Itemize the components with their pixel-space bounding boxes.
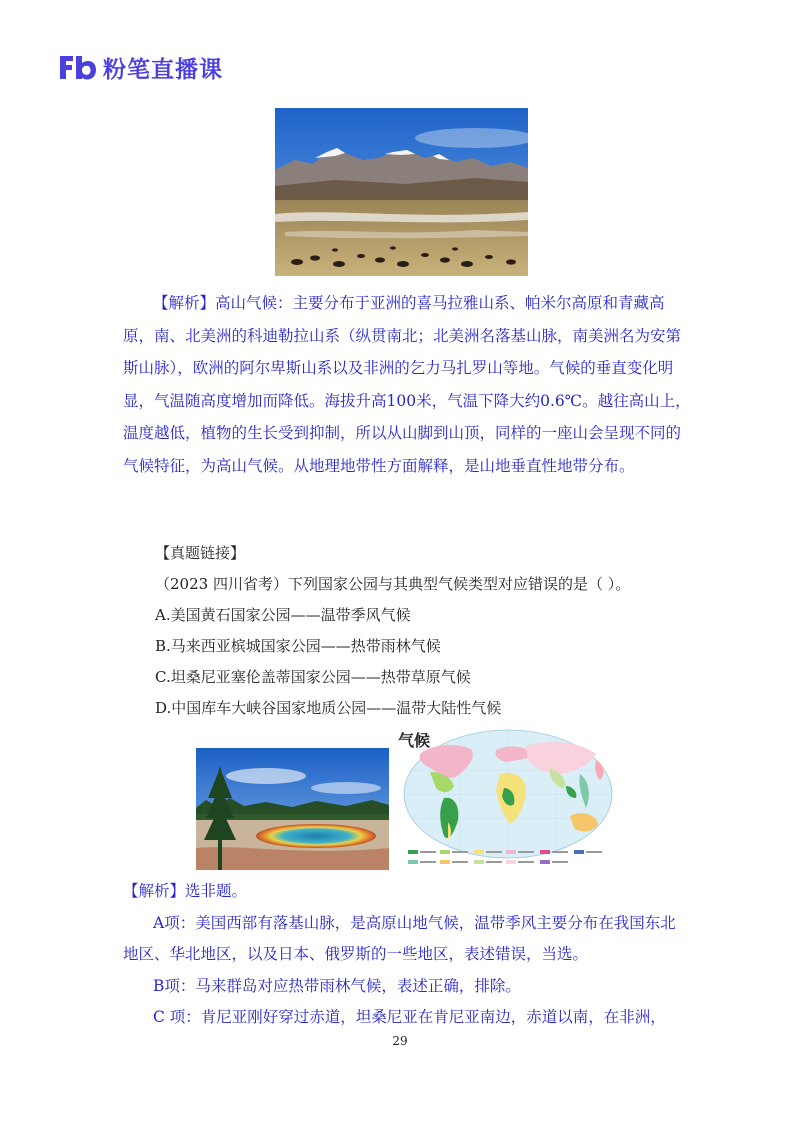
answer-item-b: B项：马来群岛对应热带雨林气候，表述正确，排除。 [153,976,521,995]
fb-logo-icon [57,52,97,82]
option-b: B.马来西亚槟城国家公园——热带雨林气候 [155,637,441,655]
analysis-highland-climate [123,287,691,482]
brand-name: 粉笔直播课 [103,56,223,83]
answer-item-a: A项：美国西部有落基山脉，是高原山地气候，温带季风主要分布在我国东北地区、华北地区，以及日本、俄罗斯的一些地区，表述错误，当选。 [123,913,676,963]
question-link-title: 【真题链接】 [155,544,246,562]
climate-map-title: 气候 [398,731,431,750]
exam-question [155,538,695,724]
analysis-text: 高山气候：主要分布于亚洲的喜马拉雅山系、帕米尔高原和青藏高原，南、北美洲的科迪勒拉山系（纵贯南北；北美洲名落基山脉，南美洲名为安第斯山脉），欧洲的阿尔卑斯山系以及非洲的乞力马扎罗山等地。气候的垂直变化明显，气温随高度增加而降低。海拔升高100米，气温下降大约0.6℃。越往高山上，温度越低，植物的生长受到抑制，所以从山脚到山顶，同样的一座山会呈现不同的气候特征，为高山气候。从地理地带性方面解释，是山地垂直性地带分布。 [123,294,691,475]
answer-item-c: C 项：肯尼亚刚好穿过赤道，坦桑尼亚在肯尼亚南边，赤道以南，在非洲， [153,1008,666,1026]
question-stem: （2023 四川省考）下列国家公园与其典型气候类型对应错误的是（ ）。 [155,575,631,593]
brand-logo [57,50,223,84]
option-a: A.美国黄石国家公园——温带季风气候 [155,606,411,624]
page-number: 29 [392,1034,408,1048]
option-d: D.中国库车大峡谷国家地质公园——温带大陆性气候 [155,699,502,717]
world-climate-map [400,724,616,872]
answer-intro: 选非题。 [185,882,248,900]
answer-tag: 【解析】 [123,882,186,900]
yellowstone-hot-spring-photo [196,748,389,870]
answer-analysis [123,876,691,1034]
highland-mountain-photo [275,108,528,276]
option-c: C.坦桑尼亚塞伦盖蒂国家公园——热带草原气候 [155,668,471,686]
analysis-tag: 【解析】 [153,294,216,312]
